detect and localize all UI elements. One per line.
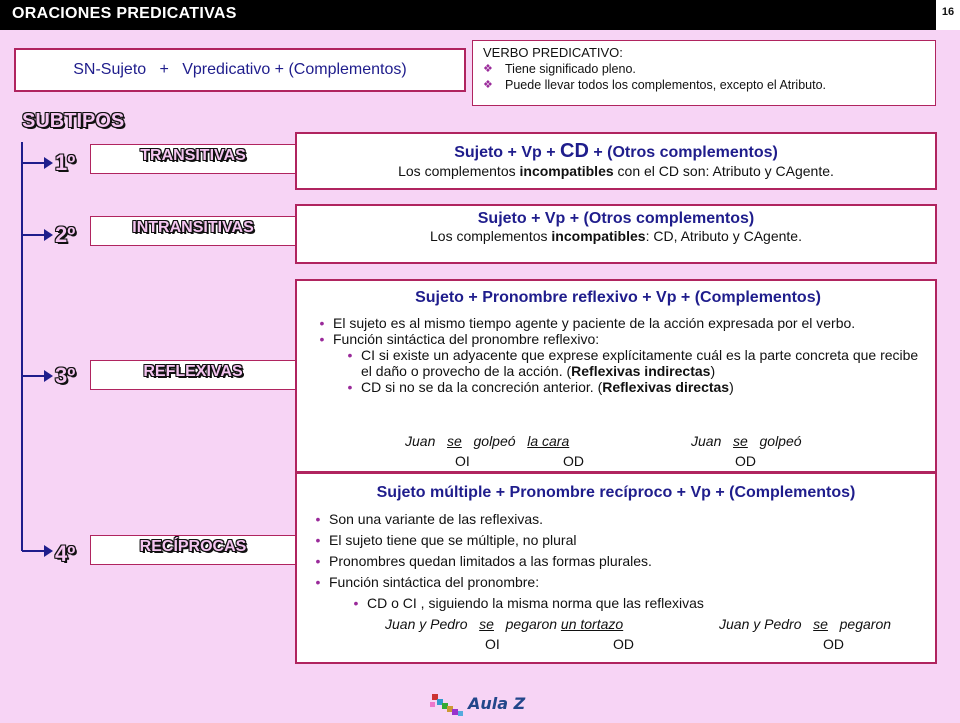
formula-text: SN-Sujeto + Vpredicativo + (Complementos) xyxy=(73,61,407,78)
list-item: • CD si no se da la concreción anterior. (Reflexivas directas) xyxy=(339,379,925,395)
intransitivas-note: Los complementos incompatibles: CD, Atributo y CAgente. xyxy=(430,228,802,244)
example-sentence: Juan se golpeó xyxy=(691,433,802,449)
bullet-icon: • xyxy=(319,315,325,331)
logo-text: Aula Z xyxy=(468,694,526,713)
reciprocas-bullets xyxy=(307,509,925,614)
diamond-bullet-icon: ❖ xyxy=(483,79,493,91)
example-sentence: Juan y Pedro se pegaron xyxy=(719,616,892,632)
list-item: • CI si existe un adyacente que exprese explícitamente cuál es la parte concreta que recibe el daño o provecho de la acción. (Reflexivas indirectas) xyxy=(339,347,925,379)
arrow-right-icon xyxy=(44,545,53,557)
intransitivas-box xyxy=(295,204,937,264)
list-item: • El sujeto tiene que se múltiple, no plural xyxy=(307,530,925,551)
subtype-reciprocas: RECÍPROCAS xyxy=(90,535,296,565)
reflexivas-bullets xyxy=(311,315,925,395)
example-sentence: Juan se golpeó la cara xyxy=(405,433,570,449)
subtype-number: 2º xyxy=(55,222,76,247)
bullet-icon: • xyxy=(347,379,353,395)
bullet-icon: • xyxy=(315,532,321,548)
example-label: OD xyxy=(735,453,756,469)
aula-z-logo xyxy=(428,690,528,718)
example-label: OD xyxy=(563,453,584,469)
formula-box xyxy=(14,48,466,92)
example-sentence: Juan y Pedro se pegaron un tortazo xyxy=(385,616,624,632)
list-item: • Pronombres quedan limitados a las formas plurales. xyxy=(307,551,925,572)
verbo-heading: VERBO PREDICATIVO: xyxy=(483,45,623,60)
transitivas-note: Los complementos incompatibles con el CD son: Atributo y CAgente. xyxy=(398,163,834,179)
arrow-right-icon xyxy=(44,157,53,169)
bullet-icon: • xyxy=(315,574,321,590)
transitivas-box xyxy=(295,132,937,190)
list-item: • CD o CI , siguiendo la misma norma que las reflexivas xyxy=(345,593,925,614)
subtype-number: 3º xyxy=(55,363,76,388)
diamond-bullet-icon: ❖ xyxy=(483,63,493,75)
tree-connector-line xyxy=(21,142,23,551)
page-title: ORACIONES PREDICATIVAS xyxy=(12,5,237,22)
subtype-number: 4º xyxy=(55,541,76,566)
verbo-item: ❖ Tiene significado pleno. xyxy=(483,62,636,76)
reciprocas-formula: Sujeto múltiple + Pronombre recíproco + Vp + (Complementos) xyxy=(376,484,856,501)
list-item: • Función sintáctica del pronombre: xyxy=(307,572,925,593)
list-item: • Función sintáctica del pronombre reflexivo: xyxy=(311,331,925,347)
subtype-reflexivas: REFLEXIVAS xyxy=(90,360,296,390)
transitivas-formula: Sujeto + Vp + CD + (Otros complementos) xyxy=(454,140,778,162)
list-item: • Son una variante de las reflexivas. xyxy=(307,509,925,530)
arrow-right-icon xyxy=(44,370,53,382)
intransitivas-formula: Sujeto + Vp + (Otros complementos) xyxy=(477,210,755,227)
bullet-icon: • xyxy=(347,347,353,363)
list-item: • El sujeto es al mismo tiempo agente y paciente de la acción expresada por el verbo. xyxy=(311,315,925,331)
verbo-item: ❖ Puede llevar todos los complementos, excepto el Atributo. xyxy=(483,78,827,92)
bullet-icon: • xyxy=(319,331,325,347)
example-label: OD xyxy=(823,636,844,652)
subtype-number: 1º xyxy=(55,150,76,175)
example-label: OI xyxy=(485,636,500,652)
verbo-predicativo-box xyxy=(472,40,936,106)
arrow-right-icon xyxy=(44,229,53,241)
page-number: 16 xyxy=(941,6,955,18)
bullet-icon: • xyxy=(315,553,321,569)
subtipos-heading: SUBTIPOS xyxy=(22,110,125,132)
bullet-icon: • xyxy=(353,595,359,611)
subtype-transitivas: TRANSITIVAS xyxy=(90,144,296,174)
reflexivas-box xyxy=(295,279,937,473)
reflexivas-formula: Sujeto + Pronombre reflexivo + Vp + (Complementos) xyxy=(415,289,821,306)
bullet-icon: • xyxy=(315,511,321,527)
reciprocas-box xyxy=(295,472,937,664)
example-label: OI xyxy=(455,453,470,469)
subtype-intransitivas: INTRANSITIVAS xyxy=(90,216,296,246)
example-label: OD xyxy=(613,636,634,652)
